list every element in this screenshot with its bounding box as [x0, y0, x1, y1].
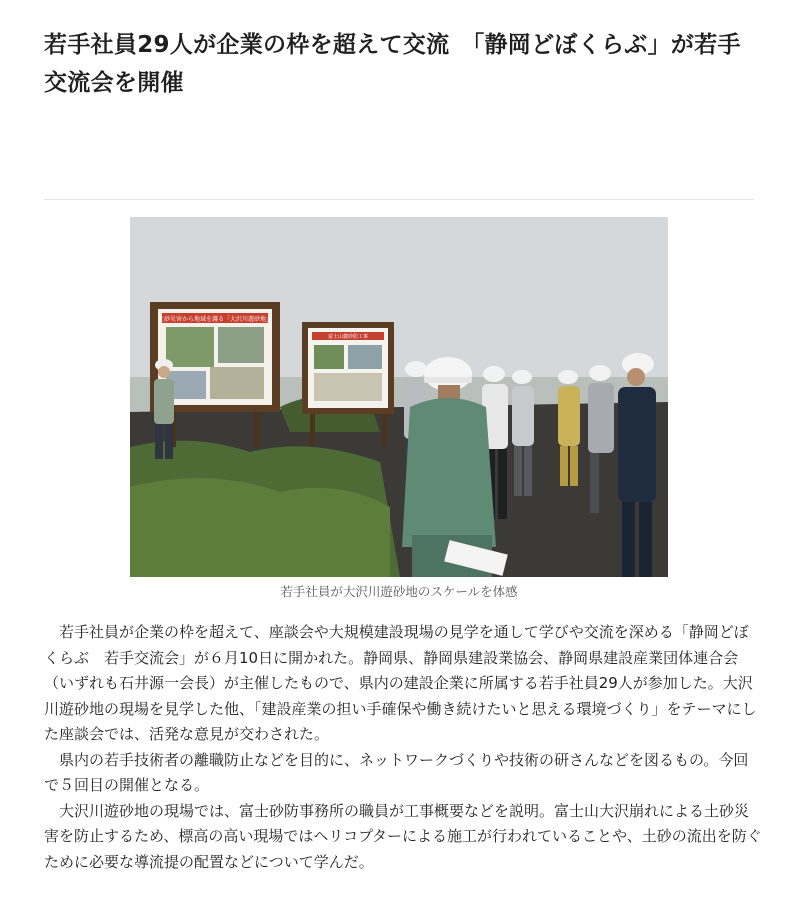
- photo-caption: 若手社員が大沢川遊砂地のスケールを体感: [280, 584, 518, 599]
- board-left-heading: 土砂災害から地域を護る「大沢川遊砂地」: [157, 316, 273, 323]
- article-title: 若手社員29人が企業の枠を超えて交流 「静岡どぼくらぶ」が若手交流会を開催: [44, 32, 741, 96]
- title-divider: [44, 199, 754, 200]
- article-photo: [130, 217, 668, 577]
- article-body: [44, 620, 762, 875]
- vegetation-front: [130, 478, 390, 577]
- board-right-heading: 富士山麓砂防工事: [327, 334, 369, 340]
- body-paragraph: 若手社員が企業の枠を超えて、座談会や大規模建設現場の見学を通して学びや交流を深める「静岡どぼくらぶ 若手交流会」が６月10日に開かれた。静岡県、静岡県建設業協会、静岡県建設産業団体連合会（いずれも石井源一会長）が主催したもので、県内の建設企業に所属する若手社員29人が参加した。大沢川遊砂地の現場を見学した他、「建設産業の担い手確保や働き続けたいと思える環境づくり」をテーマにした座談会では、活発な意見が交わされた。: [44, 623, 757, 743]
- body-paragraph: 県内の若手技術者の離職防止などを目的に、ネットワークづくりや技術の研さんなどを図るもの。今回で５回目の開催となる。: [44, 750, 749, 794]
- body-paragraph: 大沢川遊砂地の現場では、富士砂防事務所の職員が工事概要などを説明。富士山大沢崩れによる土砂災害を防止するため、標高の高い現場ではヘリコプターによる施工が行われていることや、土砂の流出を防ぐために必要な導流提の配置などについて学んだ。: [44, 801, 762, 871]
- photo-illustration: [130, 217, 668, 577]
